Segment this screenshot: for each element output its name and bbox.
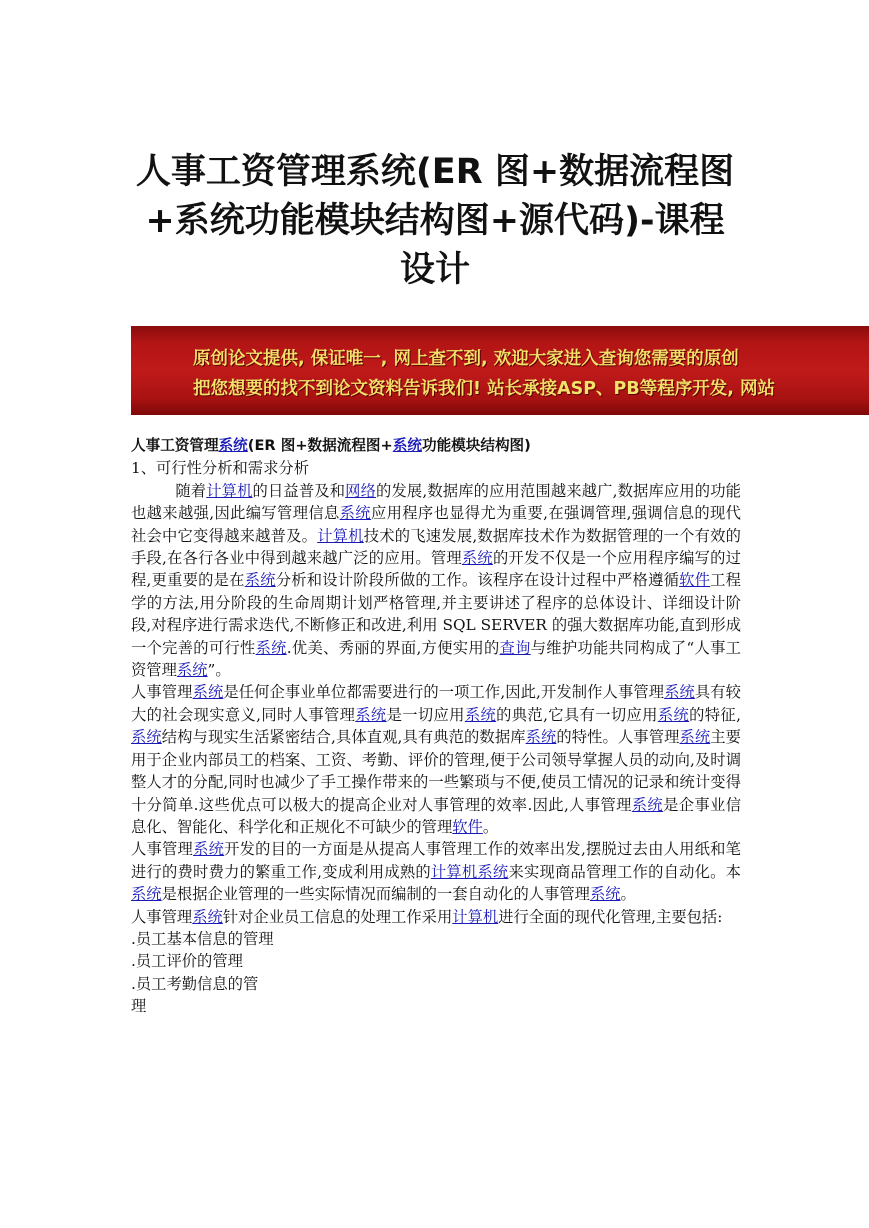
link-system[interactable]: 系统 xyxy=(461,549,493,568)
paragraph-1 xyxy=(131,480,741,682)
link-system[interactable]: 系统 xyxy=(631,795,664,814)
text: 与维护功能共同构成了“人事工资管理 xyxy=(131,638,741,680)
link-system[interactable]: 系统 xyxy=(218,437,248,454)
text: 应用程序也显得尤为重要,在强调管理,强调信息的现代社会中它变得越来越普及。 xyxy=(131,504,741,545)
link-system[interactable]: 系统 xyxy=(657,705,690,724)
link-software[interactable]: 软件 xyxy=(452,817,483,836)
section-heading xyxy=(131,435,741,457)
link-system[interactable]: 系统 xyxy=(525,728,557,747)
link-system[interactable]: 系统 xyxy=(664,683,695,702)
text: 分析和设计阶段所做的工作。该程序在设计过程中严格遵循 xyxy=(275,571,680,590)
link-system[interactable]: 系统 xyxy=(192,907,223,926)
text: 技术的飞速发展,数据库技术作为数据管理的一个有效的手段,在各行各业中得到越来越广泛的应用。管理 xyxy=(131,526,741,568)
text: 具有较大的社会现实意义,同时人事管理 xyxy=(131,683,741,724)
text: 进行全面的现代化管理,主要包括: xyxy=(498,907,723,926)
text: 是任何企事业单位都需要进行的一项工作,因此,开发制作人事管理 xyxy=(223,683,665,702)
ad-banner[interactable] xyxy=(131,326,869,415)
text: 的特性。人事管理 xyxy=(556,728,680,747)
link-system[interactable]: 系统 xyxy=(192,683,224,702)
text: .优美、秀丽的界面,方便实用的 xyxy=(286,638,500,657)
text: 随着 xyxy=(175,481,207,500)
link-system[interactable]: 系统 xyxy=(131,885,162,904)
text: 。 xyxy=(620,885,636,904)
text: 工程学的方法,用分阶段的生命周期计划严格管理,并主要讲述了程序的总体设计、详细设计阶段,对程序进行需求迭代,不断修正和改进,利用 SQL SERVER 的强大数据库功能,直到形成一个完善的可行性 xyxy=(131,571,741,657)
text: 开发的目的一方面是从提高人事管理工作的效率出发,摆脱过去由人用纸和笔进行的费时费力的繁重工作,变成利用成熟的 xyxy=(131,840,741,881)
text: ”。 xyxy=(207,661,231,680)
subsection-title: 1、可行性分析和需求分析 xyxy=(131,459,309,478)
text: 的特征, xyxy=(689,705,741,724)
link-system[interactable]: 系统 xyxy=(355,705,387,724)
link-computer-system[interactable]: 计算机系统 xyxy=(430,862,509,881)
link-computer[interactable]: 计算机 xyxy=(206,481,253,500)
text: 的开发不仅是一个应用程序编写的过程,更重要的是在 xyxy=(131,549,741,590)
text: 。 xyxy=(482,817,499,836)
text: 主要用于企业内部员工的档案、工资、考勤、评价的管理,便于公司领导掌握人员的动向,及时调整人才的分配,同时也减少了手工操作带来的一些繁琐与不便,使员工情况的记录和统计变得十分简单.这些优点可以极大的提高企业对人事管理的效率.因此,人事管理 xyxy=(131,728,741,814)
link-system[interactable]: 系统 xyxy=(589,885,621,904)
list-item: .员工评价的管理 xyxy=(131,952,243,971)
text: 是企事业信息化、智能化、科学化和正规化不可缺少的管理 xyxy=(131,795,741,836)
link-system[interactable]: 系统 xyxy=(244,571,276,590)
text: 的典范,它具有一切应用 xyxy=(496,705,658,724)
text: 针对企业员工信息的处理工作采用 xyxy=(222,907,453,926)
link-system[interactable]: 系统 xyxy=(339,504,371,523)
document-title: 人事工资管理系统(ER 图+数据流程图+系统功能模块结构图+源代码)-课程设计 xyxy=(135,152,735,290)
link-system[interactable]: 系统 xyxy=(392,437,422,454)
text: 的日益普及和 xyxy=(252,481,346,500)
link-system[interactable]: 系统 xyxy=(193,840,225,859)
link-software[interactable]: 软件 xyxy=(679,571,711,590)
text: 是一切应用 xyxy=(386,705,465,724)
text: 是根据企业管理的一些实际情况而编制的一套自动化的人事管理 xyxy=(161,885,590,904)
link-network[interactable]: 网络 xyxy=(345,481,377,500)
list-item: 理 xyxy=(131,997,147,1016)
text: 结构与现实生活紧密结合,具体直观,具有典范的数据库 xyxy=(161,728,526,747)
text: 人事管理 xyxy=(131,907,193,926)
text: 人事管理 xyxy=(131,840,194,859)
link-computer[interactable]: 计算机 xyxy=(452,907,499,926)
heading-text: (ER 图+数据流程图+ xyxy=(247,437,393,454)
text: 人事管理 xyxy=(131,683,193,702)
link-system[interactable]: 系统 xyxy=(176,661,208,680)
list-item: .员工基本信息的管理 xyxy=(131,929,274,948)
link-system[interactable]: 系统 xyxy=(679,728,711,747)
paragraph-4 xyxy=(131,906,741,928)
paragraph-2 xyxy=(131,681,741,838)
paragraph-3 xyxy=(131,838,741,905)
heading-text: 人事工资管理 xyxy=(131,437,219,454)
link-computer[interactable]: 计算机 xyxy=(317,526,364,545)
banner-line-1: 原创论文提供, 保证唯一, 网上查不到, 欢迎大家进入查询您需要的原创 xyxy=(193,349,739,369)
heading-text: 功能模块结构图) xyxy=(421,437,531,454)
link-system[interactable]: 系统 xyxy=(464,705,497,724)
link-system[interactable]: 系统 xyxy=(255,638,287,657)
link-system[interactable]: 系统 xyxy=(131,728,162,747)
list-item: .员工考勤信息的管 xyxy=(131,974,259,993)
banner-line-2: 把您想要的找不到论文资料告诉我们! 站长承接ASP、PB等程序开发, 网站 xyxy=(193,379,775,399)
document-body xyxy=(131,435,741,1018)
link-query[interactable]: 查询 xyxy=(499,638,531,657)
text: 来实现商品管理工作的自动化。本 xyxy=(508,862,741,881)
text: 的发展,数据库的应用范围越来越广,数据库应用的功能也越来越强,因此编写管理信息 xyxy=(131,481,741,523)
